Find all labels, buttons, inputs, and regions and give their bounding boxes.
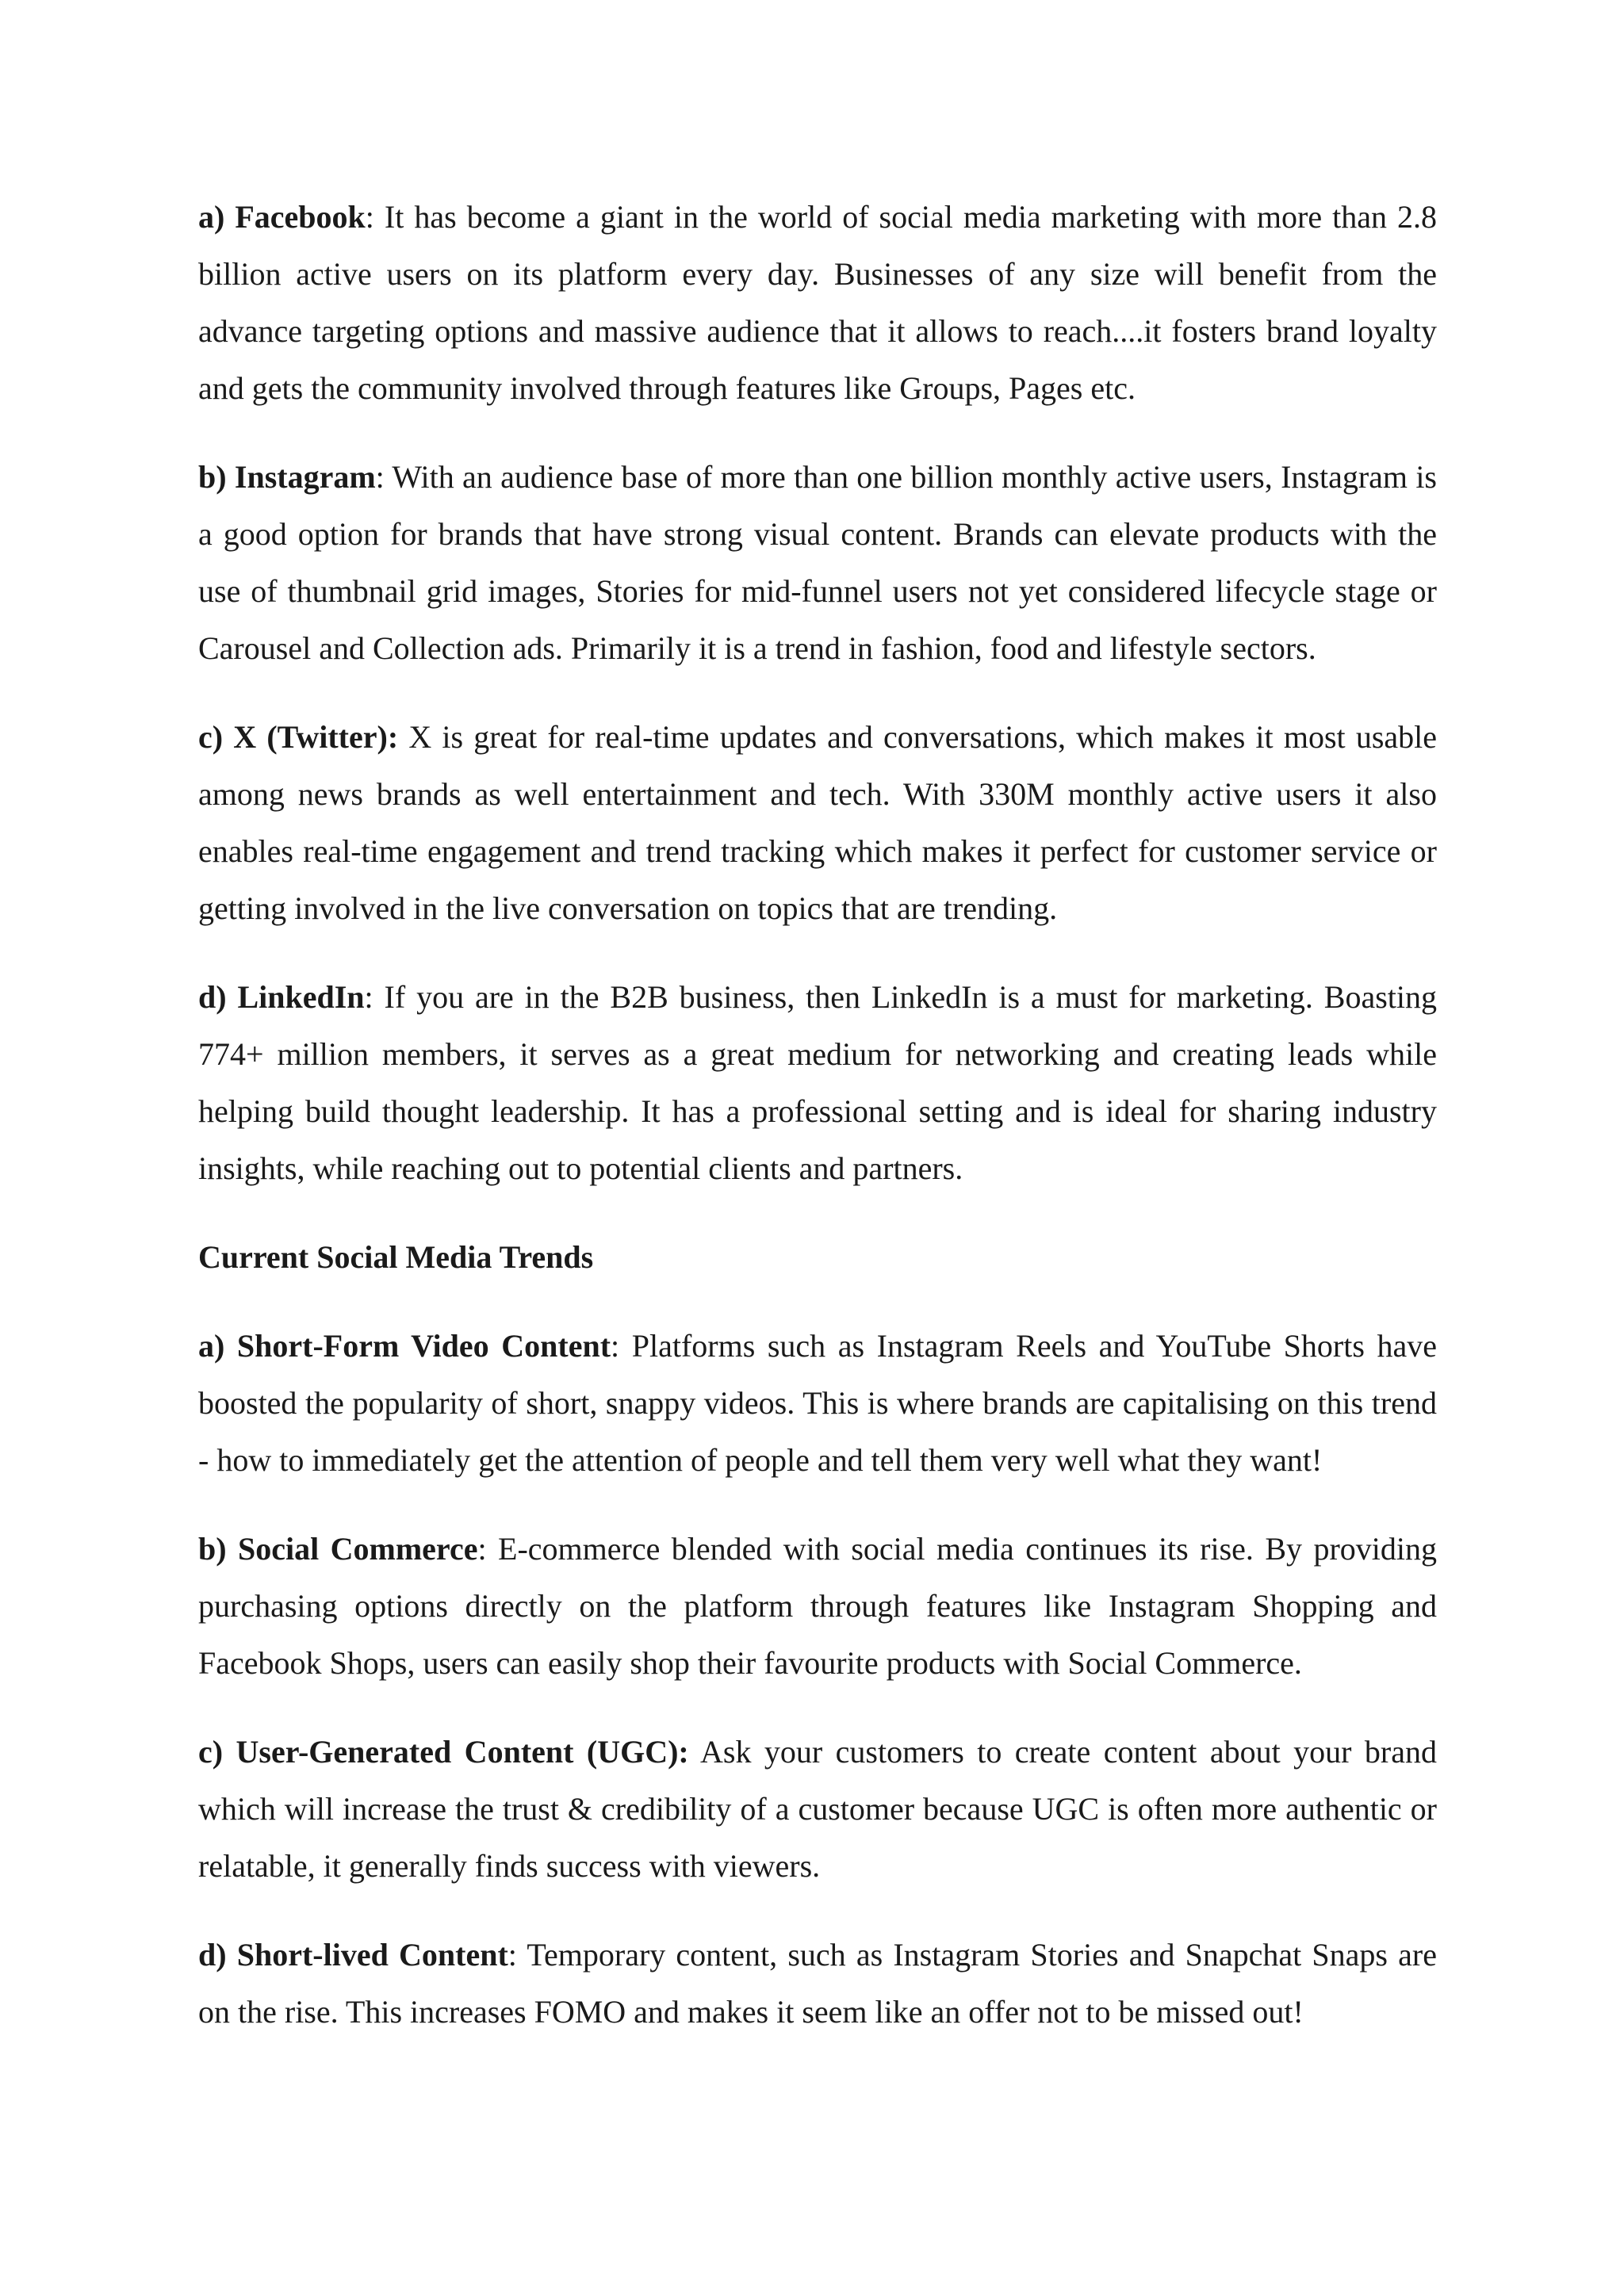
trend-description: Platforms such as Instagram Reels and YouTube Shorts have boosted the popularity of short, snappy videos. This is where brands are capitalising on this trend - how to immediately get the attention of people and tell them very well what they want! [198, 1328, 1438, 1478]
trend-paragraph-short-lived [198, 1927, 1437, 2041]
document-page [198, 189, 1437, 2072]
trend-paragraph-ugc [198, 1724, 1437, 1895]
separator [689, 1734, 700, 1770]
platform-description: X is great for real-time updates and conversations, which makes it most usable among news brands as well entertainment and tech. With 330M monthly active users it also enables real-time engagement and trend tracking which makes it perfect for customer service or getting involved in the live conversation on topics that are trending. [198, 719, 1438, 926]
platform-paragraph-instagram [198, 449, 1437, 677]
separator: : [364, 979, 385, 1015]
platform-term: a) Facebook [198, 199, 366, 235]
platform-term: d) LinkedIn [198, 979, 365, 1015]
separator: : [611, 1328, 632, 1364]
section-heading: Current Social Media Trends [198, 1239, 594, 1275]
platform-description: It has become a giant in the world of social media marketing with more than 2.8 billion active users on its platform every day. Businesses of any size will benefit from the advance targeting options and massive audience that it allows to reach....it fosters brand loyalty and gets the community involved through features like Groups, Pages etc. [198, 199, 1437, 406]
separator: : [375, 459, 393, 495]
separator: : [508, 1937, 527, 1973]
separator [398, 719, 408, 755]
trend-paragraph-social-commerce [198, 1521, 1437, 1692]
platform-paragraph-facebook [198, 189, 1437, 417]
platform-paragraph-linkedin [198, 969, 1437, 1197]
platform-term: c) X (Twitter): [198, 719, 399, 755]
trend-term: b) Social Commerce [198, 1531, 478, 1567]
separator: : [477, 1531, 499, 1567]
trend-description: Temporary content, such as Instagram Stories and Snapchat Snaps are on the rise. This increases FOMO and makes it seem like an offer not to be missed out! [198, 1937, 1437, 2030]
trend-term: d) Short-lived Content [198, 1937, 508, 1973]
platform-description: If you are in the B2B business, then LinkedIn is a must for marketing. Boasting 774+ million members, it serves as a great medium for networking and creating leads while helping build thought leadership. It has a professional setting and is ideal for sharing industry insights, while reaching out to potential clients and partners. [198, 979, 1437, 1186]
trend-term: a) Short-Form Video Content [198, 1328, 611, 1364]
trend-paragraph-short-form-video [198, 1318, 1437, 1489]
separator: : [365, 199, 385, 235]
trend-term: c) User-Generated Content (UGC): [198, 1734, 689, 1770]
platform-paragraph-x-twitter [198, 709, 1437, 937]
trend-description: Ask your customers to create content about your brand which will increase the trust & credibility of a customer because UGC is often more authentic or relatable, it generally finds success with viewers. [198, 1734, 1437, 1884]
platform-description: With an audience base of more than one billion monthly active users, Instagram is a good option for brands that have strong visual content. Brands can elevate products with the use of thumbnail grid images, Stories for mid-funnel users not yet considered lifecycle stage or Carousel and Collection ads. Primarily it is a trend in fashion, food and lifestyle sectors. [198, 459, 1437, 666]
platform-term: b) Instagram [198, 459, 376, 495]
trend-description: E-commerce blended with social media continues its rise. By providing purchasing options directly on the platform through features like Instagram Shopping and Facebook Shops, users can easily shop their favourite products with Social Commerce. [198, 1531, 1437, 1681]
